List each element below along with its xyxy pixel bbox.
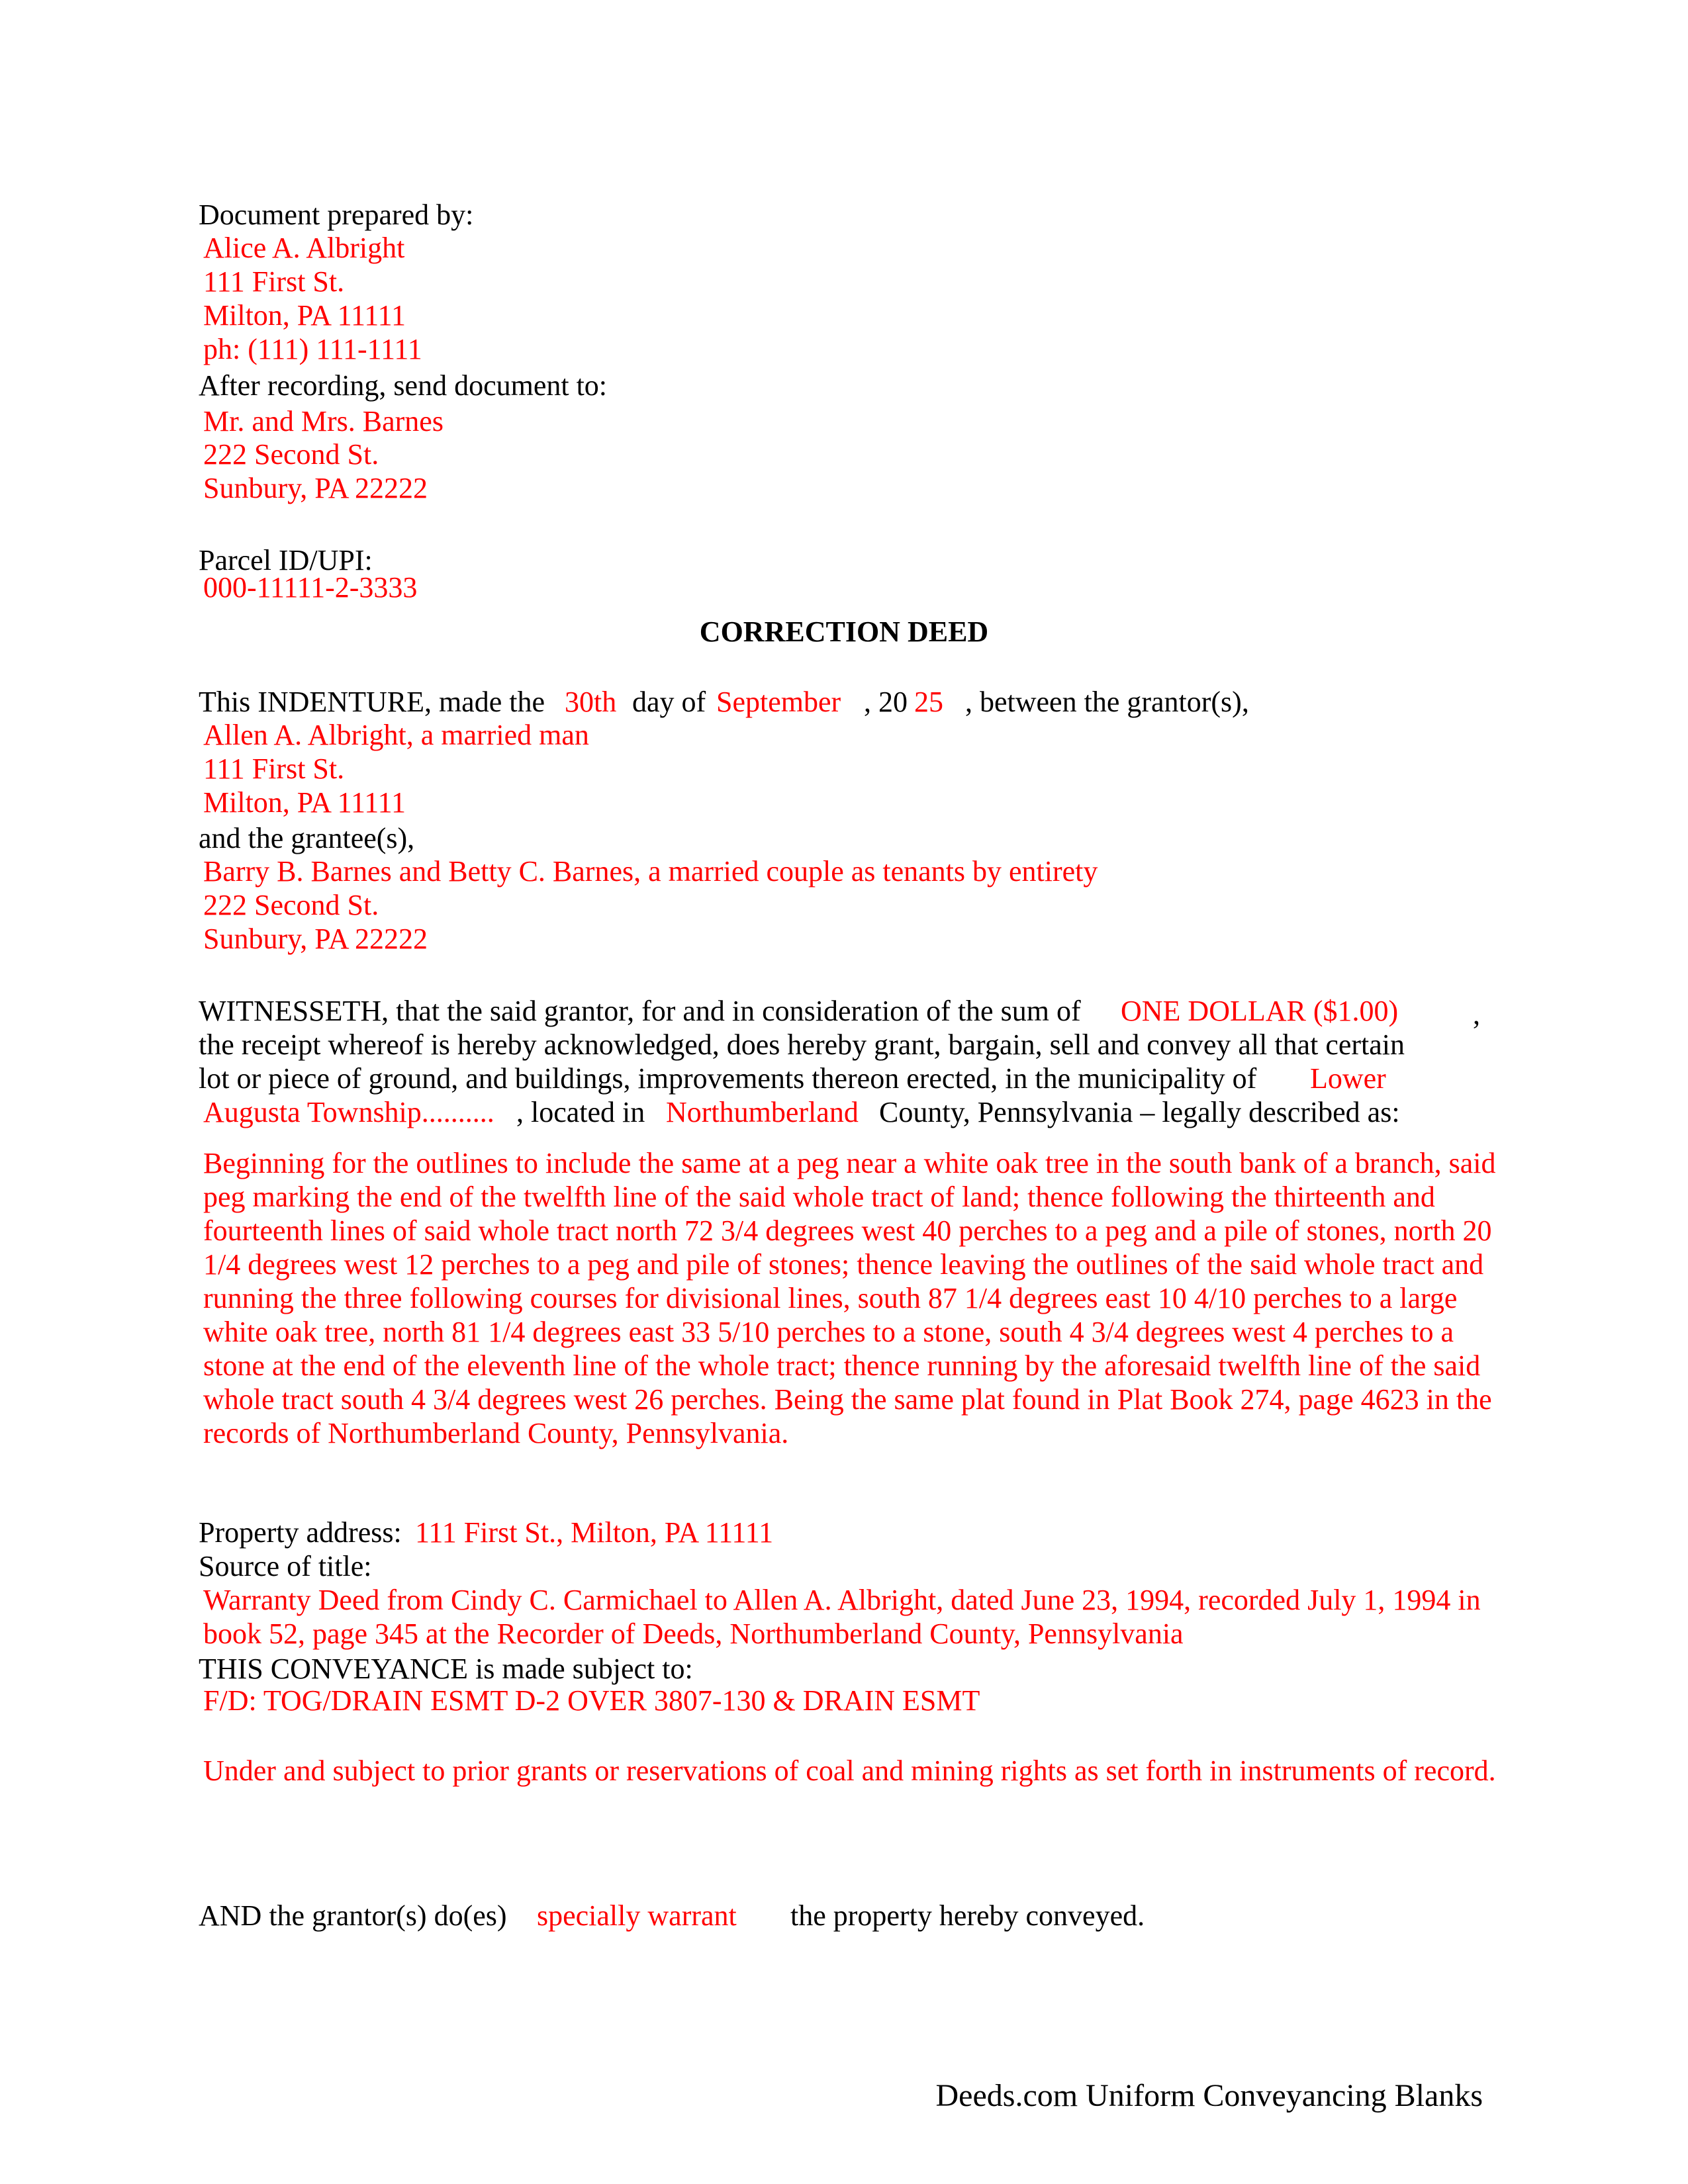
- indenture-prefix: This INDENTURE, made the: [199, 686, 545, 718]
- grantor-name: Allen A. Albright, a married man: [203, 719, 589, 751]
- recipient-city: Sunbury, PA 22222: [203, 472, 428, 504]
- grantee-label: and the grantee(s),: [199, 822, 415, 854]
- grantee-name: Barry B. Barnes and Betty C. Barnes, a married couple as tenants by entirety: [203, 855, 1098, 887]
- warranty-type: specially warrant: [537, 1899, 737, 1932]
- source-of-title-text: Warranty Deed from Cindy C. Carmichael to Allen A. Albright, dated June 23, 1994, recorded July 1, 1994 in book 52, page 345 at the Recorder of Deeds, Northumberland County, Pennsylvania: [203, 1584, 1481, 1650]
- prepared-by-label: Document prepared by:: [199, 199, 474, 231]
- county-name: Northumberland: [666, 1096, 859, 1128]
- preparer-city: Milton, PA 11111: [203, 299, 406, 332]
- witnesseth-line1: WITNESSETH, that the said grantor, for and in consideration of the sum of: [199, 995, 1081, 1027]
- preparer-street: 111 First St.: [203, 265, 345, 298]
- parcel-id: 000-11111-2-3333: [203, 571, 418, 604]
- indenture-month: September: [716, 686, 841, 718]
- county-suffix: County, Pennsylvania – legally described as:: [879, 1096, 1400, 1128]
- located-in-text: , located in: [516, 1096, 645, 1128]
- document-title: CORRECTION DEED: [699, 615, 989, 648]
- recipient-street: 222 Second St.: [203, 438, 379, 471]
- consideration-amount: ONE DOLLAR ($1.00): [1121, 995, 1399, 1027]
- property-address-label: Property address:: [199, 1516, 402, 1549]
- grantee-city: Sunbury, PA 22222: [203, 923, 428, 955]
- send-to-label: After recording, send document to:: [199, 369, 608, 402]
- indenture-day-of: day of: [632, 686, 706, 718]
- recipient-name: Mr. and Mrs. Barnes: [203, 405, 444, 437]
- warranty-suffix: the property hereby conveyed.: [790, 1899, 1145, 1932]
- footer-text: Deeds.com Uniform Conveyancing Blanks: [935, 2078, 1483, 2113]
- conveyance-subject-label: THIS CONVEYANCE is made subject to:: [199, 1653, 693, 1685]
- municipality-part1: Lower: [1310, 1062, 1386, 1095]
- witnesseth-line3: lot or piece of ground, and buildings, improvements thereon erected, in the municipality of: [199, 1062, 1257, 1095]
- municipality-part2: Augusta Township..........: [203, 1096, 494, 1128]
- indenture-year-prefix: , 20: [864, 686, 908, 718]
- source-of-title-label: Source of title:: [199, 1550, 372, 1582]
- subject-item-mining: Under and subject to prior grants or reservations of coal and mining rights as set forth in instruments of record.: [203, 1754, 1496, 1787]
- warranty-prefix: AND the grantor(s) do(es): [199, 1899, 507, 1932]
- indenture-year-suffix: 25: [914, 686, 943, 718]
- preparer-phone: ph: (111) 111-1111: [203, 333, 422, 365]
- property-address: 111 First St., Milton, PA 11111: [415, 1516, 774, 1549]
- grantor-city: Milton, PA 11111: [203, 786, 406, 819]
- grantee-street: 222 Second St.: [203, 889, 379, 921]
- parcel-label: Parcel ID/UPI:: [199, 544, 373, 576]
- indenture-between: , between the grantor(s),: [965, 686, 1249, 718]
- subject-item-easement: F/D: TOG/DRAIN ESMT D-2 OVER 3807-130 & DRAIN ESMT: [203, 1684, 980, 1717]
- consideration-comma: ,: [1473, 998, 1480, 1030]
- preparer-name: Alice A. Albright: [203, 232, 405, 264]
- witnesseth-line2: the receipt whereof is hereby acknowledged, does hereby grant, bargain, sell and convey all that certain: [199, 1028, 1405, 1061]
- indenture-day: 30th: [565, 686, 617, 718]
- grantor-street: 111 First St.: [203, 752, 345, 785]
- legal-description: Beginning for the outlines to include the same at a peg near a white oak tree in the south bank of a branch, said peg marking the end of the twelfth line of the said whole tract of land; thence following the thirteenth and fourteenth lines of said whole tract north 72 3/4 degrees west 40 perches to a peg and a pile of stones, north 20 1/4 degrees west 12 perches to a peg and pile of stones; thence leaving the outlines of the said whole tract and running the three following courses for divisional lines, south 87 1/4 degrees east 10 4/10 perches to a large white oak tree, north 81 1/4 degrees east 33 5/10 perches to a stone, south 4 3/4 degrees west 4 perches to a stone at the end of the eleventh line of the whole tract; thence running by the aforesaid twelfth line of the said whole tract south 4 3/4 degrees west 26 perches. Being the same plat found in Plat Book 274, page 4623 in the records of Northumberland County, Pennsylvania.: [203, 1147, 1496, 1449]
